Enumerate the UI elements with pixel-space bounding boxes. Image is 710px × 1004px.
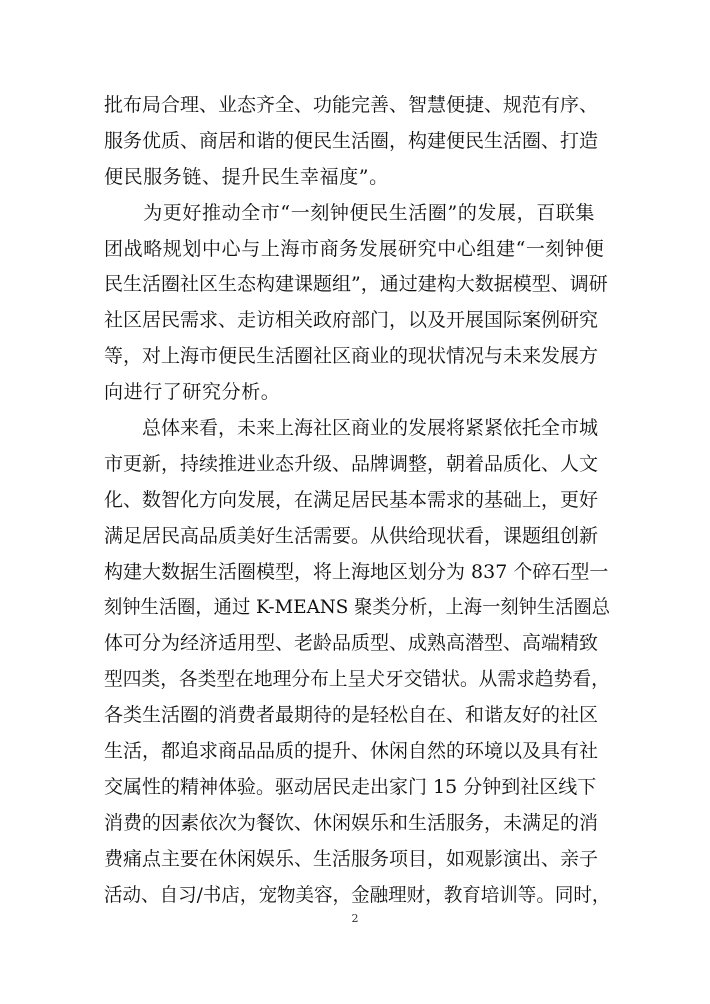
text-line: 化、数智化方向发展，在满足居民基本需求的基础上，更好	[104, 488, 599, 511]
text-line: 社区居民需求、走访相关政府部门，以及开展国际案例研究	[104, 309, 599, 332]
page-number: 2	[351, 912, 359, 925]
text-line: 消费的因素依次为餐饮、休闲娱乐和生活服务，未满足的消	[104, 811, 599, 834]
text-line: 各类生活圈的消费者最期待的是轻松自在、和谐友好的社区	[104, 704, 599, 727]
text-line: 满足居民高品质美好生活需要。从供给现状看，课题组创新	[104, 524, 599, 547]
text-line: 民生活圈社区生态构建课题组”，通过建构大数据模型、调研	[104, 273, 608, 296]
text-line: 服务优质、商居和谐的便民生活圈，构建便民生活圈、打造	[104, 129, 599, 152]
text-line: 为更好推动全市“一刻钟便民生活圈”的发展，百联集	[104, 201, 596, 224]
text-line: 总体来看，未来上海社区商业的发展将紧紧依托全市城	[104, 417, 599, 440]
text-line: 便民服务链、提升民生幸福度”。	[104, 165, 389, 188]
body-text	[104, 88, 611, 913]
text-line: 批布局合理、业态齐全、功能完善、智慧便捷、规范有序、	[104, 94, 599, 116]
text-line: 向进行了研究分析。	[104, 381, 281, 404]
text-line: 等，对上海市便民生活圈社区商业的现状情况与未来发展方	[104, 345, 599, 368]
text-line: 生活，都追求商品品质的提升、休闲自然的环境以及具有社	[104, 740, 599, 763]
text-line: 费痛点主要在休闲娱乐、生活服务项目，如观影演出、亲子	[104, 847, 599, 870]
text-line: 构建大数据生活圈模型，将上海地区划分为 837 个碎石型一	[104, 560, 609, 583]
text-line: 团战略规划中心与上海市商务发展研究中心组建“一刻钟便	[104, 237, 605, 260]
text-line: 活动、自习/书店，宠物美容，金融理财，教育培训等。同时，	[104, 883, 611, 906]
text-line: 刻钟生活圈，通过 K-MEANS 聚类分析，上海一刻钟生活圈总	[104, 596, 611, 619]
text-line: 型四类，各类型在地理分布上呈犬牙交错状。从需求趋势看，	[104, 668, 610, 691]
text-line: 市更新，持续推进业态升级、品牌调整，朝着品质化、人文	[104, 452, 599, 475]
text-line: 交属性的精神体验。驱动居民走出家门 15 分钟到社区线下	[104, 775, 597, 798]
text-line: 体可分为经济适用型、老龄品质型、成熟高潜型、高端精致	[104, 632, 599, 655]
